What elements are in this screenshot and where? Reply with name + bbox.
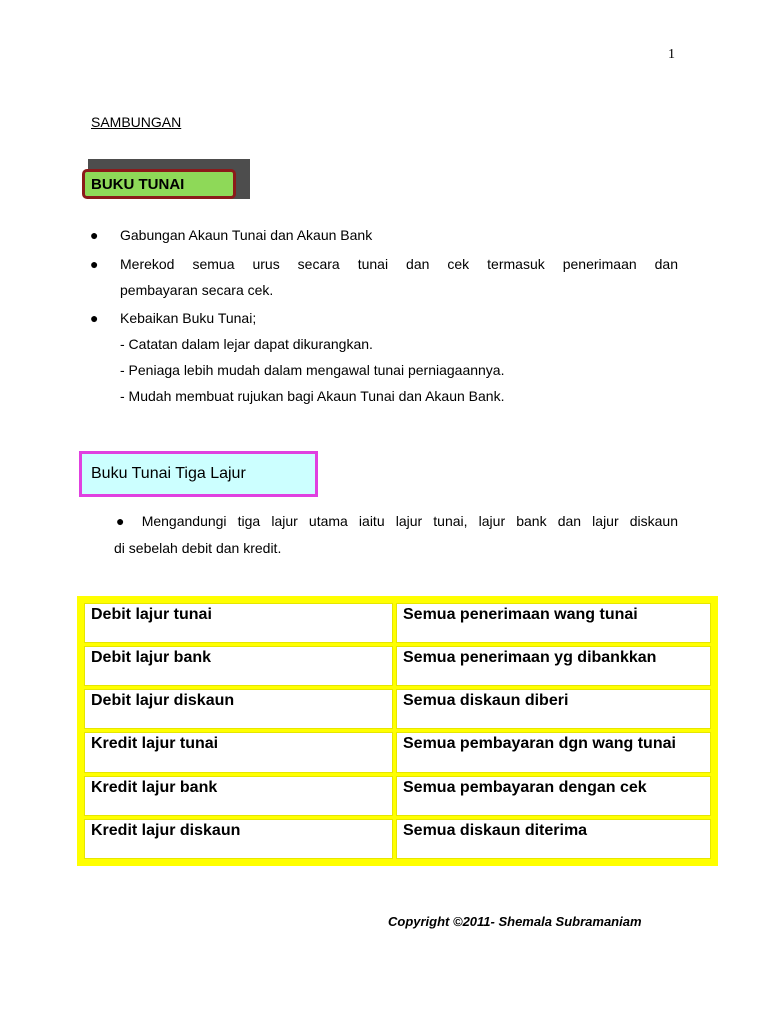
bullet-text: Merekod semua urus secara tunai dan cek termasuk penerimaan dan bbox=[120, 256, 678, 272]
bullet-item bbox=[90, 251, 678, 277]
table-cell: Semua pembayaran dengan cek bbox=[396, 776, 711, 816]
sub-item: - Mudah membuat rujukan bagi Akaun Tunai dan Akaun Bank. bbox=[120, 388, 505, 404]
bullet-item bbox=[90, 305, 678, 331]
buku-tunai-title: BUKU TUNAI bbox=[82, 169, 236, 199]
copyright: Copyright ©2011- Shemala Subramaniam bbox=[388, 914, 642, 929]
sub-item: - Catatan dalam lejar dapat dikurangkan. bbox=[120, 336, 373, 352]
sub-item: - Peniaga lebih mudah dalam mengawal tunai perniagaannya. bbox=[120, 362, 505, 378]
table-row bbox=[84, 646, 711, 686]
page-number: 1 bbox=[668, 47, 675, 62]
bullet-text: Gabungan Akaun Tunai dan Akaun Bank bbox=[120, 227, 373, 243]
bullet-item bbox=[90, 222, 678, 248]
table-cell: Semua pembayaran dgn wang tunai bbox=[396, 732, 711, 772]
buku-tunai-bullets bbox=[90, 222, 678, 409]
lajur-table-grid bbox=[81, 600, 714, 862]
table-row bbox=[84, 776, 711, 816]
table-cell: Semua penerimaan yg dibankkan bbox=[396, 646, 711, 686]
table-cell: Kredit lajur diskaun bbox=[84, 819, 393, 859]
bullet-icon: ● bbox=[116, 513, 132, 529]
section-label: SAMBUNGAN bbox=[91, 114, 182, 130]
bullet-continuation: pembayaran secara cek. bbox=[120, 282, 274, 298]
description-text: Mengandungi tiga lajur utama iaitu lajur tunai, lajur bank dan lajur diskaun bbox=[141, 513, 678, 529]
bullet-icon: ● bbox=[90, 227, 99, 243]
bullet-text: Kebaikan Buku Tunai; bbox=[120, 310, 257, 326]
table-row bbox=[84, 732, 711, 772]
table-cell: Kredit lajur bank bbox=[84, 776, 393, 816]
table-cell: Semua diskaun diterima bbox=[396, 819, 711, 859]
table-cell: Semua diskaun diberi bbox=[396, 689, 711, 729]
table-cell: Debit lajur diskaun bbox=[84, 689, 393, 729]
table-cell: Debit lajur bank bbox=[84, 646, 393, 686]
description-line bbox=[112, 508, 678, 535]
bullet-icon: ● bbox=[90, 256, 99, 272]
tiga-lajur-description bbox=[112, 508, 678, 562]
table-row bbox=[84, 819, 711, 859]
buku-tunai-tiga-lajur-title: Buku Tunai Tiga Lajur bbox=[79, 451, 318, 497]
description-line: di sebelah debit dan kredit. bbox=[114, 540, 282, 556]
table-row bbox=[84, 689, 711, 729]
bullet-icon: ● bbox=[90, 310, 99, 326]
table-cell: Kredit lajur tunai bbox=[84, 732, 393, 772]
table-cell: Debit lajur tunai bbox=[84, 603, 393, 643]
table-cell: Semua penerimaan wang tunai bbox=[396, 603, 711, 643]
table-row bbox=[84, 603, 711, 643]
lajur-table bbox=[77, 596, 718, 866]
